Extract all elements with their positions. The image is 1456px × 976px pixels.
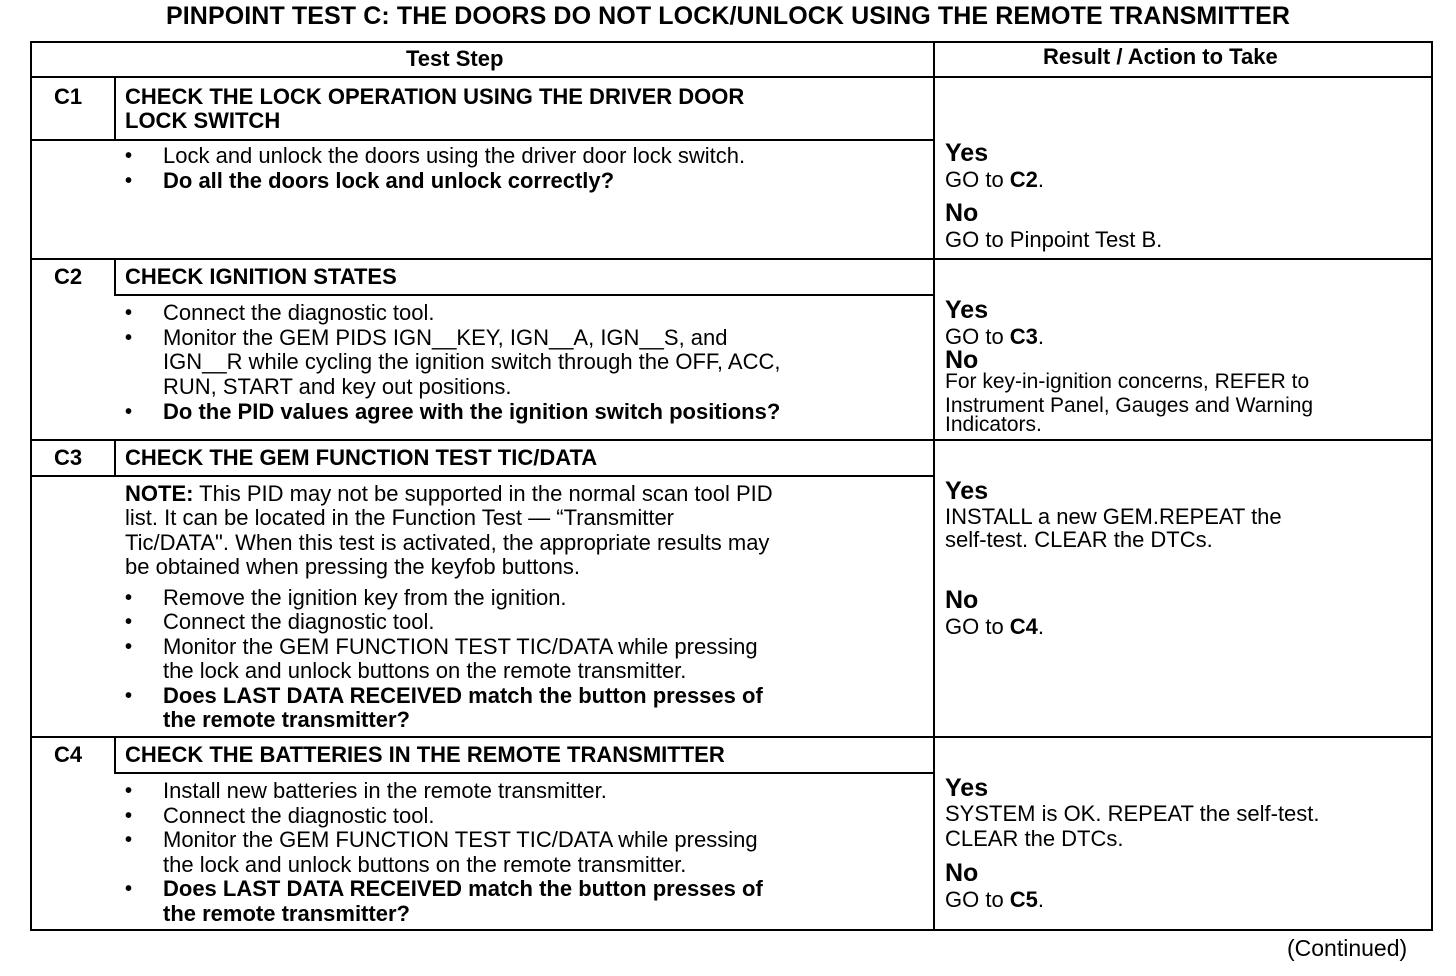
bullet-icon: • <box>125 611 133 633</box>
bullet-icon: • <box>125 878 133 900</box>
c4-no-target: C5 <box>1009 887 1038 912</box>
step-id-divider-c2 <box>114 260 116 296</box>
c1-yes-label: Yes <box>945 139 989 167</box>
c3-note-line1: NOTE: This PID may not be supported in the normal scan tool PID <box>125 481 773 506</box>
c2-bullet-2-line1: Monitor the GEM PIDS IGN__KEY, IGN__A, IGN__S, and <box>163 325 728 350</box>
c3-yes-line2: self-test. CLEAR the DTCs. <box>945 527 1213 552</box>
continued-label: (Continued) <box>1287 935 1408 961</box>
step-heading-c2: CHECK IGNITION STATES <box>125 264 397 289</box>
step-id-divider-c4 <box>114 738 116 774</box>
c2-yes-target: C3 <box>1009 324 1038 349</box>
c1-no-action: GO to Pinpoint Test B. <box>945 227 1163 252</box>
c3-bullet-1: Remove the ignition key from the ignition. <box>163 585 567 610</box>
c1-yes-target: C2 <box>1009 167 1038 192</box>
c2-bullet-2-line3: RUN, START and key out positions. <box>163 374 512 399</box>
page-title: PINPOINT TEST C: THE DOORS DO NOT LOCK/UNLOCK USING THE REMOTE TRANSMITTER <box>165 2 1291 30</box>
c1-yes-action: GO to C2. <box>945 167 1045 192</box>
c3-note-line3: Tic/DATA". When this test is activated, the appropriate results may <box>125 530 770 555</box>
bullet-icon: • <box>125 302 133 324</box>
bullet-icon: • <box>125 401 133 423</box>
c2-no-line2: Instrument Panel, Gauges and Warning <box>945 394 1314 417</box>
step-heading-c4: CHECK THE BATTERIES IN THE REMOTE TRANSMITTER <box>125 742 725 767</box>
bullet-icon: • <box>125 587 133 609</box>
c2-yes-label: Yes <box>945 296 989 324</box>
bullet-icon: • <box>125 145 133 167</box>
c4-no-label: No <box>945 859 979 887</box>
c4-no-action: GO to C5. <box>945 887 1045 912</box>
c3-note-line2: list. It can be located in the Function Test — “Transmitter <box>125 505 675 530</box>
c4-yes-line2: CLEAR the DTCs. <box>945 826 1124 851</box>
c4-heading-border <box>114 772 933 774</box>
c3-question-line2: the remote transmitter? <box>163 707 410 732</box>
c4-question-line1: Does LAST DATA RECEIVED match the button presses of <box>163 876 763 901</box>
step-id-divider-c1 <box>114 77 116 141</box>
c1-heading-border <box>32 139 933 141</box>
step-id-c1: C1 <box>54 84 83 109</box>
bullet-icon: • <box>125 636 133 658</box>
c2-yes-action: GO to C3. <box>945 324 1045 349</box>
c1-bullet-1: Lock and unlock the doors using the driver door lock switch. <box>163 143 746 168</box>
c3-yes-line1: INSTALL a new GEM.REPEAT the <box>945 504 1282 529</box>
c3-bullet-2: Connect the diagnostic tool. <box>163 609 435 634</box>
c4-bullet-3-line2: the lock and unlock buttons on the remote transmitter. <box>163 852 687 877</box>
step-id-c4: C4 <box>54 742 83 767</box>
c1-row-border <box>32 258 1431 260</box>
header-row-border <box>32 76 1431 78</box>
c4-bullet-1: Install new batteries in the remote transmitter. <box>163 778 607 803</box>
c1-question: Do all the doors lock and unlock correctly? <box>163 168 615 193</box>
bullet-icon: • <box>125 805 133 827</box>
c3-question-line1: Does LAST DATA RECEIVED match the button presses of <box>163 683 763 708</box>
c4-yes-label: Yes <box>945 774 989 802</box>
step-id-divider-c3 <box>114 441 116 477</box>
bullet-icon: • <box>125 685 133 707</box>
c4-bullet-2: Connect the diagnostic tool. <box>163 803 435 828</box>
c3-yes-label: Yes <box>945 477 989 505</box>
c1-no-label: No <box>945 199 979 227</box>
step-heading-c1-line1: CHECK THE LOCK OPERATION USING THE DRIVER DOOR <box>125 84 745 109</box>
bullet-icon: • <box>125 829 133 851</box>
bullet-icon: • <box>125 327 133 349</box>
c3-heading-border <box>32 475 933 477</box>
c3-bullet-3-line1: Monitor the GEM FUNCTION TEST TIC/DATA while pressing <box>163 634 758 659</box>
c3-note-label: NOTE: <box>125 481 194 506</box>
step-heading-c1-line2: LOCK SWITCH <box>125 108 281 133</box>
bullet-icon: • <box>125 170 133 192</box>
header-test-step: Test Step <box>406 46 504 71</box>
column-divider <box>933 43 935 929</box>
step-id-c3: C3 <box>54 445 83 470</box>
c2-row-border <box>32 439 1431 441</box>
c3-bullet-3-line2: the lock and unlock buttons on the remote transmitter. <box>163 658 687 683</box>
header-result-action: Result / Action to Take <box>1043 44 1278 69</box>
c2-no-label: No <box>945 346 979 374</box>
c3-no-target: C4 <box>1009 614 1038 639</box>
c4-question-line2: the remote transmitter? <box>163 901 410 926</box>
c4-yes-line1: SYSTEM is OK. REPEAT the self-test. <box>945 801 1320 826</box>
c2-bullet-1: Connect the diagnostic tool. <box>163 300 435 325</box>
c2-no-line1: For key-in-ignition concerns, REFER to <box>945 370 1310 393</box>
c3-no-action: GO to C4. <box>945 614 1045 639</box>
c3-no-label: No <box>945 586 979 614</box>
step-heading-c3: CHECK THE GEM FUNCTION TEST TIC/DATA <box>125 445 598 470</box>
c3-note-line4: be obtained when pressing the keyfob buttons. <box>125 554 580 579</box>
c3-row-border <box>32 736 1431 738</box>
c2-question: Do the PID values agree with the ignition switch positions? <box>163 399 781 424</box>
c4-bullet-3-line1: Monitor the GEM FUNCTION TEST TIC/DATA while pressing <box>163 827 758 852</box>
bullet-icon: • <box>125 780 133 802</box>
c2-no-line3: Indicators. <box>945 413 1042 436</box>
c2-bullet-2-line2: IGN__R while cycling the ignition switch through the OFF, ACC, <box>163 349 781 374</box>
step-id-c2: C2 <box>54 264 83 289</box>
c2-heading-border <box>114 294 933 296</box>
